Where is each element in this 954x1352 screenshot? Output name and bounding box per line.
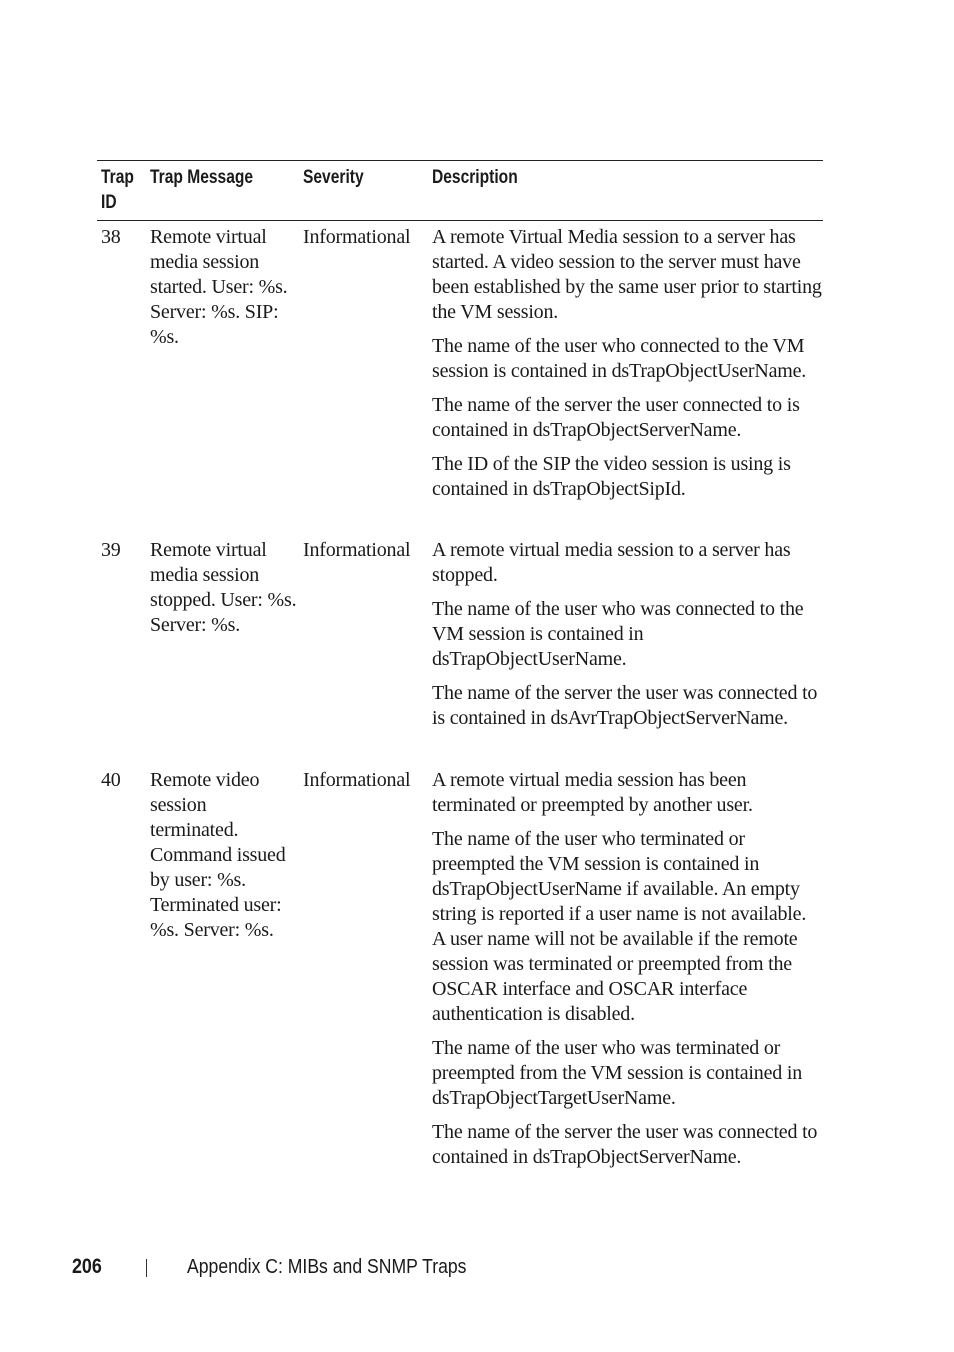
trap-id: 40 [101,769,121,791]
page-footer [72,1255,772,1285]
description-paragraph: The name of the user who was terminated or preempted from the VM session is contained in dsTrapObjectTargetUserName. [432,1037,803,1109]
table-row [97,764,823,1204]
header-trap-id: Trap ID [101,167,134,213]
description [432,538,822,740]
description-paragraph: The name of the server the user was connected to contained in dsTrapObjectServerName. [432,1121,818,1168]
description-paragraph: A remote virtual media session has been terminated or preempted by another user. [432,769,753,816]
footer-title: Appendix C: MIBs and SNMP Traps [187,1256,467,1278]
footer-divider [146,1259,147,1277]
table-row [97,534,823,764]
description [432,225,822,511]
header-severity: Severity [303,167,364,188]
header-trap-message: Trap Message [150,167,254,188]
description-paragraph: A remote virtual media session to a server has stopped. [432,539,791,586]
trap-table [97,160,823,1204]
description-paragraph: The name of the server the user was connected to is contained in dsAvrTrapObjectServerName. [432,682,818,729]
severity: Informational [303,539,411,561]
description-paragraph: The name of the user who connected to the VM session is contained in dsTrapObjectUserName. [432,335,807,382]
trap-id: 39 [101,539,121,561]
header-description: Description [432,167,518,188]
description-paragraph: The name of the user who terminated or preempted the VM session is contained in dsTrapObjectUserName if available. An empty string is reported if a user name is not available. A user name will not be available if the remote session was terminated or preempted from the OSCAR interface and OSCAR interface authentication is disabled. [432,828,807,1025]
table-header-row [97,161,823,221]
description-paragraph: A remote Virtual Media session to a server has started. A video session to the server must have been established by the same user prior to starting the VM session. [432,226,822,323]
trap-message: Remote virtual media session stopped. User: %s. Server: %s. [150,539,297,636]
description-paragraph: The name of the user who was connected to the VM session is contained in dsTrapObjectUserName. [432,598,804,670]
trap-message: Remote video session terminated. Command issued by user: %s. Terminated user: %s. Server: %s. [150,769,286,941]
severity: Informational [303,226,411,248]
trap-message: Remote virtual media session started. User: %s. Server: %s. SIP: %s. [150,226,288,348]
description-paragraph: The name of the server the user connected to is contained in dsTrapObjectServerName. [432,394,800,441]
description [432,768,822,1179]
description-paragraph: The ID of the SIP the video session is using is contained in dsTrapObjectSipId. [432,453,791,500]
table-row [97,221,823,534]
severity: Informational [303,769,411,791]
page-number: 206 [72,1255,102,1278]
trap-id: 38 [101,226,121,248]
